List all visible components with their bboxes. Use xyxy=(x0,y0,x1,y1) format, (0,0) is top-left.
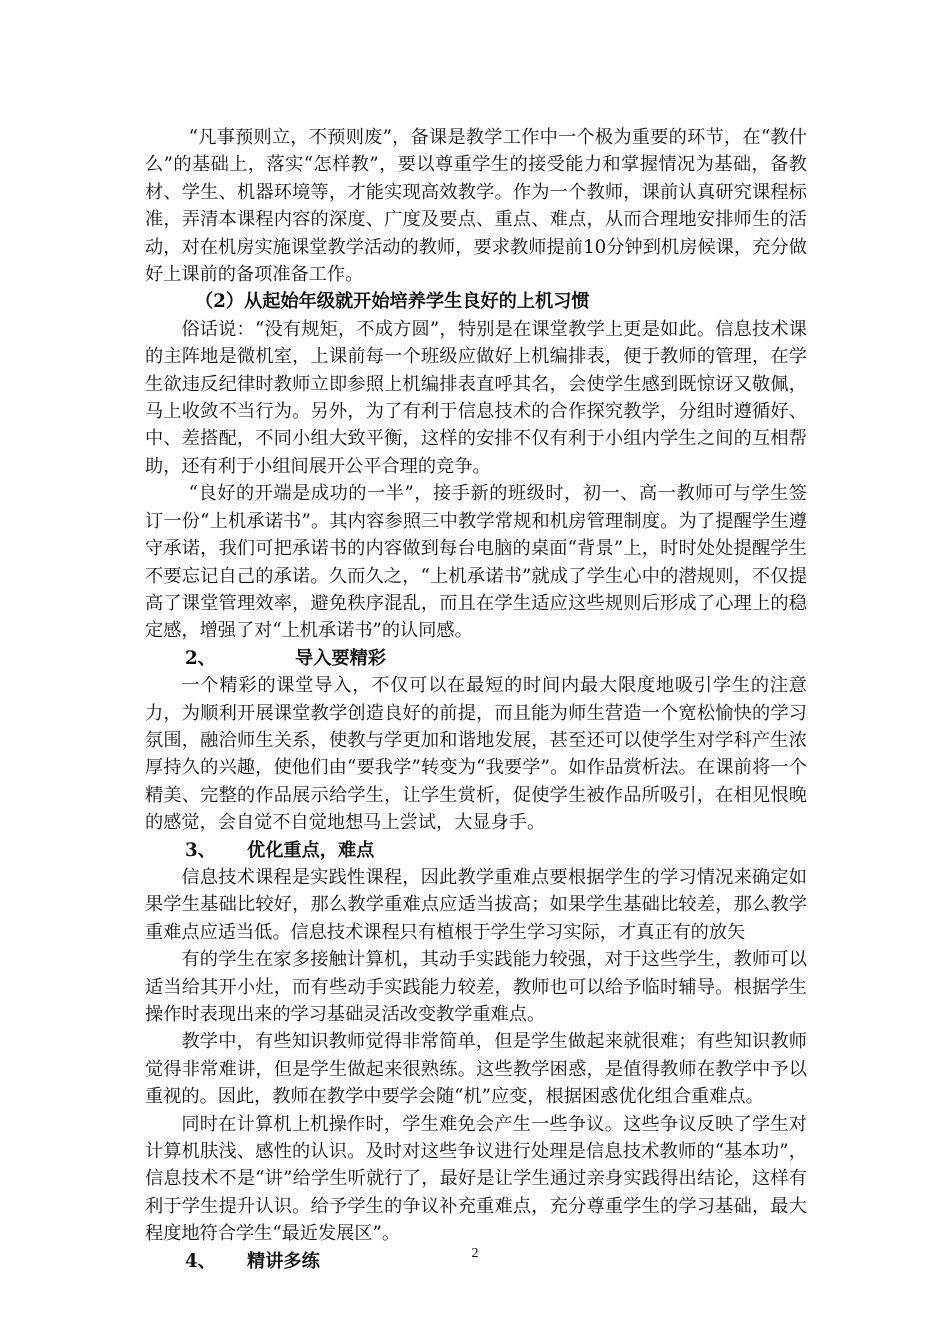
paragraph-student-disputes: 同时在计算机上机操作时，学生难免会产生一些争议。这些争议反映了学生对计算机肤浅、感性的认识。及时对这些争议进行处理是信息技术教师的“基本功”，信息技术不是“讲”给学生听就行了，最好是让学生通过亲身实践得出结论，这样有利于学生提升认识。给予学生的争议补充重难点，充分尊重学生的学习基础，最大程度地符合学生“最近发展区”。 xyxy=(145,1113,807,1245)
subheading-computer-habits: （2）从起始年级就开始培养学生良好的上机习惯 xyxy=(195,291,590,313)
paragraph-rules: 俗话说：“没有规矩，不成方圆”，特别是在课堂教学上更是如此。信息技术课的主阵地是微机室，上课前每一个班级应做好上机编排表，便于教师的管理，在学生欲违反纪律时教师立即参照上机编排表直呼其名，会使学生感到既惊讶又敬佩，马上收敛不当行为。另外，为了有利于信息技术的合作探究教学，分组时遵循好、中、差搭配，不同小组大致平衡，这样的安排不仅有利于小组内学生之间的互相帮助，还有利于小组间展开公平合理的竞争。 xyxy=(145,318,807,477)
paragraph-lesson-prep: “凡事预则立，不预则废”，备课是教学工作中一个极为重要的环节，在“教什么”的基础上，落实“怎样教”，要以尊重学生的接受能力和掌握情况为基础，备教材、学生、机器环境等，才能实现高效教学。作为一个教师，课前认真研究课程标准，弄清本课程内容的深度、广度及要点、重点、难点，从而合理地安排师生的活动，对在机房实施课堂教学活动的教师，要求教师提前10分钟到机房候课，充分做好上课前的备项准备工作。 xyxy=(145,127,807,286)
heading-number: 4、 xyxy=(185,1250,216,1272)
heading-text: 优化重点，难点 xyxy=(247,839,375,861)
document-body xyxy=(145,124,807,1275)
page-number: 2 xyxy=(471,1246,479,1261)
paragraph-introduction: 一个精彩的课堂导入，不仅可以在最短的时间内最大限度地吸引学生的注意力，为顺利开展课堂教学创造良好的前提，而且能为师生营造一个宽松愉快的学习氛围，融洽师生关系，使教与学更加和谐地发展，甚至还可以使学生对学科产生浓厚持久的兴趣，使他们由“要我学”转变为“我要学”。如作品赏析法。在课前将一个精美、完整的作品展示给学生，让学生赏析，促使学生被作品所吸引，在相见恨晚的感觉，会自觉不自觉地想马上尝试，大显身手。 xyxy=(145,675,807,834)
paragraph-key-points: 信息技术课程是实践性课程，因此教学重难点要根据学生的学习情况来确定如果学生基础比较好，那么教学重难点应适当拔高；如果学生基础比较差，那么教学重难点应适当低。信息技术课程只有植根于学生学习实际，才真正有的放矢 xyxy=(145,866,807,943)
heading-section-3 xyxy=(145,837,807,864)
paragraph-commitment: “良好的开端是成功的一半”，接手新的班级时，初一、高一教师可与学生签订一份“上机承诺书”。其内容参照三中教学常规和机房管理制度。为了提醒学生遵守承诺，我们可把承诺书的内容做到每台电脑的桌面“背景”上，时时处处提醒学生不要忘记自己的承诺。久而久之，“上机承诺书”就成了学生心中的潜规则，不仅提高了课堂管理效率，避免秩序混乱，而且在学生适应这些规则后形成了心理上的稳定感，增强了对“上机承诺书”的认同感。 xyxy=(145,483,807,642)
paragraph-teaching-confusion: 教学中，有些知识教师觉得非常简单，但是学生做起来就很难；有些知识教师觉得非常难讲，但是学生做起来很熟练。这些教学困惑，是值得教师在教学中予以重视的。因此，教师在教学中要学会随“机”应变，根据困惑优化组合重难点。 xyxy=(145,1031,807,1108)
heading-number: 2、 xyxy=(185,647,216,669)
heading-text: 导入要精彩 xyxy=(295,647,386,669)
heading-number: 3、 xyxy=(185,839,216,861)
heading-section-2 xyxy=(145,645,807,672)
heading-text: 精讲多练 xyxy=(247,1250,320,1272)
paragraph-individual-tutoring: 有的学生在家多接触计算机，其动手实践能力较强，对于这些学生，教师可以适当给其开小灶，而有些动手实践能力较差，教师也可以给予临时辅导。根据学生操作时表现出来的学习基础灵活改变教学重难点。 xyxy=(145,949,807,1025)
